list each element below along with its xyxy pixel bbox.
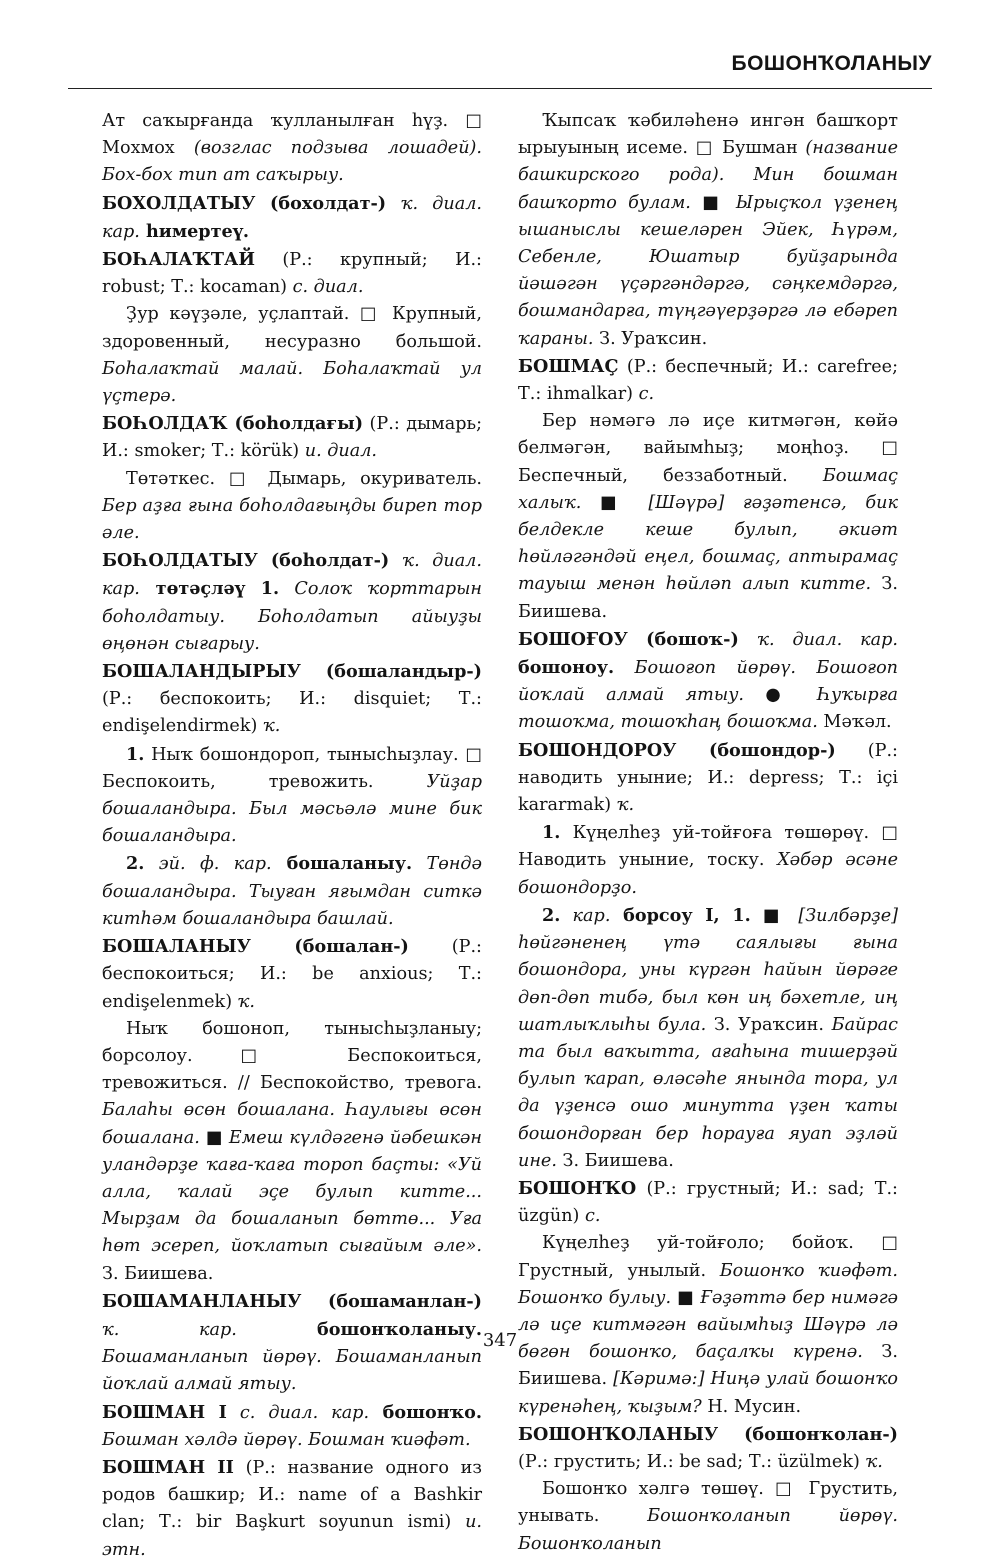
sense-1	[102, 741, 482, 851]
quotation-text: Ғәҙәттә бер нимәгә лә иҫе китмәгән вайымһыҙ Шәүрә лә бөгөн бошонҡо, баҫалҡы күренә.	[518, 1287, 898, 1363]
headword: БОШМАН II	[102, 1456, 234, 1478]
entry-boshondorou	[518, 737, 898, 820]
quotation-text: [Кәримә:] Ниңә улай бошонҡо күренәһең, ҡыҙым?	[518, 1369, 898, 1417]
quotation-marker-icon: ■	[671, 1287, 701, 1308]
grammar-label: ҡ. диал. кар.	[102, 551, 482, 600]
entry-continuation	[102, 108, 482, 190]
stem-form: (бошонҡолан-)	[718, 1423, 898, 1445]
grammar-label: ҡ.	[865, 1451, 883, 1472]
running-head: БОШОНҠОЛАНЫУ	[731, 52, 932, 75]
headword: БОШОҒОУ	[518, 628, 628, 650]
sense-number: 1.	[126, 743, 145, 765]
example-text: Төндә бошаландыра. Тыуған яғымдан ситкә китһәм бошаландыра башлай.	[102, 854, 482, 929]
headword: БОШОНҠОЛАНЫУ	[518, 1423, 719, 1445]
entry-boshman-1	[102, 1399, 482, 1454]
proverb-text: Һуҡырға тошоҡма, тошоҡһаң бошоҡма.	[518, 685, 898, 733]
definition-text: Ҡыпсаҡ ҡәбиләһенә ингән башҡорт ырыуының исеме. □ Бушман	[518, 111, 898, 159]
headword: БОШАЛАНДЫРЫУ	[102, 661, 301, 683]
example-text: Хәбәр әсәне бошондорҙо.	[518, 850, 898, 898]
definition-text: Күңелһеҙ уй-тойғоло; бойоҡ. □ Грустный, унылый.	[518, 1233, 898, 1281]
grammar-label: с.	[638, 384, 655, 405]
proverb-marker-icon: ●	[744, 685, 818, 706]
entry-boshogou	[518, 626, 898, 737]
sense-2	[518, 902, 898, 1175]
stem-form: (бошондор-)	[676, 739, 836, 761]
sense-1	[518, 819, 898, 902]
proverb-source: Мәҡәл.	[817, 712, 892, 733]
headword: БОШМАН I	[102, 1401, 227, 1423]
definition	[518, 408, 898, 626]
grammar-label: с. диал. кар.	[226, 1402, 370, 1423]
translations: (Р.: беспокоиться; И.: be anxious; Т.: endişelenmek)	[102, 937, 482, 1012]
stem-form: (бошалан-)	[250, 936, 409, 958]
grammar-label: с.	[584, 1206, 601, 1227]
headword: БОШОНДОРОУ	[518, 739, 677, 761]
definition-text: Бер нәмәгә лә иҫе китмәгән, көйә белмәгән, вайымһыҙ; моңһоҙ. □ Беспечный, беззаботный.	[518, 411, 898, 486]
quotation-source: З. Ураҡсин.	[593, 328, 708, 349]
stem-form: (бошаманлан-)	[301, 1290, 482, 1312]
headword: БОҺОЛДАТЫУ	[102, 550, 258, 572]
definition	[102, 1016, 482, 1288]
grammar-label: ҡ.	[262, 716, 281, 737]
grammar-label: и. этн.	[102, 1512, 482, 1560]
example-text: (название башкирского рода). Мин бошман башҡорто булам.	[518, 138, 898, 213]
quotation-marker-icon: ■	[581, 492, 649, 513]
headword: БОШАЛАНЫУ	[102, 936, 251, 958]
quotation-marker-icon: ■	[199, 1127, 229, 1148]
definition-text: Бошонҡо хәлгә төшөү. □ Грустить, унывать.	[518, 1479, 898, 1527]
grammar-label: ҡ. кар.	[102, 1319, 237, 1340]
entry-boholdatyu	[102, 190, 482, 246]
quotation-text: Емеш күлдәгенә йәбешкән уландәрҙе ҡаға-ҡаға тороп баҫты: «Уй алла, ҡалай эҫе булып китте... Мырҙам да бошаланып бөттө... Уға һөт эсереп, йоҡлатып сығайым әле».	[102, 1127, 482, 1257]
entry-boholdak	[102, 410, 482, 465]
headword: БОШОНҠО	[518, 1177, 637, 1199]
quotation-text: Байрас та был ваҡытта, ағаһына тишерҙәй булып ҡарап, өләсәһе янында тора, ул да үҙенсә ошо минутта үҙен ҡаты бошондорған бер һорауға яуап эҙләй ине.	[518, 1014, 899, 1171]
example-text: Бошмаҫ халыҡ.	[518, 465, 898, 513]
definition-text: Ныҡ бошондороп, тынысһыҙлау. □ Беспокоить, тревожить.	[102, 744, 482, 792]
example-text: Бошоғоп йөрөү. Бошоғоп йоҡлай алмай ятыу.	[518, 658, 898, 706]
sense-number: 1.	[542, 822, 561, 844]
sense-number: 2.	[126, 853, 145, 875]
definition-text: Ҙур кәүҙәле, уҫлаптай. □ Крупный, здоровенный, несуразно большой.	[102, 304, 482, 352]
example-text: Бошман хәлдә йөрөү. Бошман ҡиәфәт.	[102, 1429, 471, 1450]
entry-boshmas	[518, 353, 898, 408]
example-text: Балаһы өсөн бошалана. Һаулығы өсөн бошалана.	[102, 1100, 482, 1148]
example-text: Солоҡ ҡорттарын боһолдатыу. Боһолдатып айыуҙы өңөнән сығарыу.	[102, 579, 482, 654]
cross-reference: борсоу I, 1.	[610, 904, 751, 926]
headword: БОШАМАНЛАНЫУ	[102, 1290, 302, 1312]
quotation-source: З. Биишева.	[556, 1150, 674, 1171]
translations: (Р.: наводить уныние; И.: depress; Т.: içi kararmak)	[518, 740, 898, 816]
translations: (Р.: беспокоить; И.: disquiet; Т.: endişelendirmek)	[102, 689, 482, 737]
translations: (Р.: грустить; И.: be sad; Т.: üzülmek)	[518, 1451, 866, 1472]
translations: (Р.: крупный; И.: robust; Т.: kocaman)	[102, 250, 482, 298]
quotation-source: З. Ураҡсин.	[706, 1014, 825, 1035]
entry-boholdatyu-2	[102, 547, 482, 658]
stem-form: (боһолдат-)	[257, 550, 403, 572]
stem-form: (бошоҡ-)	[627, 628, 758, 650]
grammar-label: с. диал.	[292, 277, 364, 298]
sense-2	[102, 850, 482, 933]
definition-text: Ат саҡырғанда ҡулланылған һүҙ. □ Мохмох	[102, 111, 482, 159]
definition	[102, 466, 482, 548]
example-text: Бер аҙға ғына боһолдағыңды биреп тор әле.	[102, 495, 482, 544]
entry-boshman-2	[102, 1454, 482, 1564]
grammar-label: эй. ф. кар.	[144, 854, 272, 875]
definition	[518, 1476, 898, 1558]
header-rule	[68, 88, 932, 89]
example-text: (возглас подзыва лошадей). Бох-бох тип ат саҡырыу.	[102, 138, 482, 186]
definition-text: Ныҡ бошоноп, тынысһыҙланыу; борсолоу. □ Беспокоиться, тревожиться. // Беспокойство, тревога.	[102, 1018, 482, 1094]
example-text: Бошонҡо ҡиәфәт. Бошонҡо булыу.	[518, 1260, 898, 1308]
entry-boshalanyu	[102, 933, 482, 1016]
quotation-marker-icon: ■	[750, 905, 799, 926]
definition	[102, 301, 482, 410]
cross-reference: бошоноу.	[518, 657, 615, 679]
quotation-text: Ырыҫҡол үҙенең ышаныслы кешеләрен Эйек, Һүрәм, Себенле, Юшатыр буйҙарында йәшәгән үҫәргәндәргә, сәңкемдәргә, бошмандарға, түңгәүерҙәргә лә ебәреп ҡараны.	[518, 192, 899, 349]
headword: БОХОЛДАТЫУ	[102, 192, 256, 214]
quotation-source: З. Биишева.	[518, 1342, 898, 1390]
grammar-label: ҡ.	[237, 991, 256, 1012]
translations: (Р.: беспечный; И.: carefree; Т.: ihmalkar)	[518, 356, 898, 405]
grammar-label: и. диал.	[304, 441, 378, 462]
headword: БОҺОЛДАҠ	[102, 413, 228, 435]
definition-text: Күңелһеҙ уй-тойғоға төшөрөү. □ Наводить уныние, тоску.	[518, 823, 898, 871]
quotation-source: Н. Мусин.	[701, 1396, 802, 1417]
stem-form: (бошаландыр-)	[300, 661, 482, 683]
stem-form: (боһолдағы)	[227, 413, 364, 435]
grammar-label: кар.	[560, 905, 611, 926]
entry-bohalaktay	[102, 246, 482, 301]
page-number: 347	[482, 1330, 518, 1351]
entry-boshonkolanyu	[518, 1421, 898, 1476]
translations: (Р.: дымарь; И.: smoker; Т.: körük)	[102, 414, 482, 462]
quotation-source: З. Биишева.	[518, 574, 898, 622]
quotation-text: [Шәүрә] ғәҙәтенсә, бик белдекле кеше булып, әкиәт һөйләгәндәй еңел, бошмаҫ, аптырамаҫ тауыш менән һөйләп алып китте.	[518, 492, 898, 595]
entry-boshalandyryu	[102, 658, 482, 741]
example-text: Боһалаҡтай малай. Боһалаҡтай ул үҫтерә.	[102, 358, 482, 407]
definition	[518, 1230, 898, 1420]
example-text: Уйҙар бошаландыра. Был мәсьәлә мине бик бошаландыра.	[102, 771, 482, 847]
sense-number: 2.	[542, 904, 561, 926]
headword: БОҺАЛАҠТАЙ	[102, 249, 255, 271]
entry-boshonko	[518, 1175, 898, 1230]
cross-reference: бошонҡо.	[369, 1401, 483, 1423]
definition-text: Төтәткес. □ Дымарь, окуриватель.	[126, 468, 482, 489]
stem-form: (бохолдат-)	[255, 192, 401, 214]
grammar-label: ҡ. диал. кар.	[102, 193, 482, 242]
translations: (Р.: грустный; И.: sad; Т.: üzgün)	[518, 1178, 898, 1227]
quotation-source: З. Биишева.	[102, 1263, 214, 1284]
example-text: Бошонҡоланып йөрөү. Бошонҡоланып	[518, 1506, 898, 1554]
example-text: Бошаманланып йөрөү. Бошаманланып йоҡлай алмай ятыу.	[102, 1347, 482, 1395]
grammar-label: ҡ. диал. кар.	[757, 629, 898, 650]
cross-reference: һимертеү.	[139, 220, 250, 242]
entry-continuation	[518, 108, 898, 353]
cross-reference: бошаланыу.	[271, 853, 413, 875]
grammar-label: ҡ.	[616, 795, 635, 816]
cross-reference: бошонҡоланыу.	[236, 1318, 482, 1340]
quotation-marker-icon: ■	[690, 192, 736, 213]
quotation-text: [Зилбәрҙе] һөйгәненең үтә саялығы ғына бошондора, уны күргән һайын йөрәге дөп-дөп тибә, был көн иң бәхетле, иң шатлыҡлыһы була.	[518, 905, 898, 1035]
headword: БОШМАҪ	[518, 355, 619, 377]
cross-reference: төтәҫләү 1.	[139, 578, 280, 600]
translations: (Р.: название одного из родов башкир; И.: name of a Bashkir clan; Т.: bir Başkurt soyunun ismi)	[102, 1457, 482, 1533]
